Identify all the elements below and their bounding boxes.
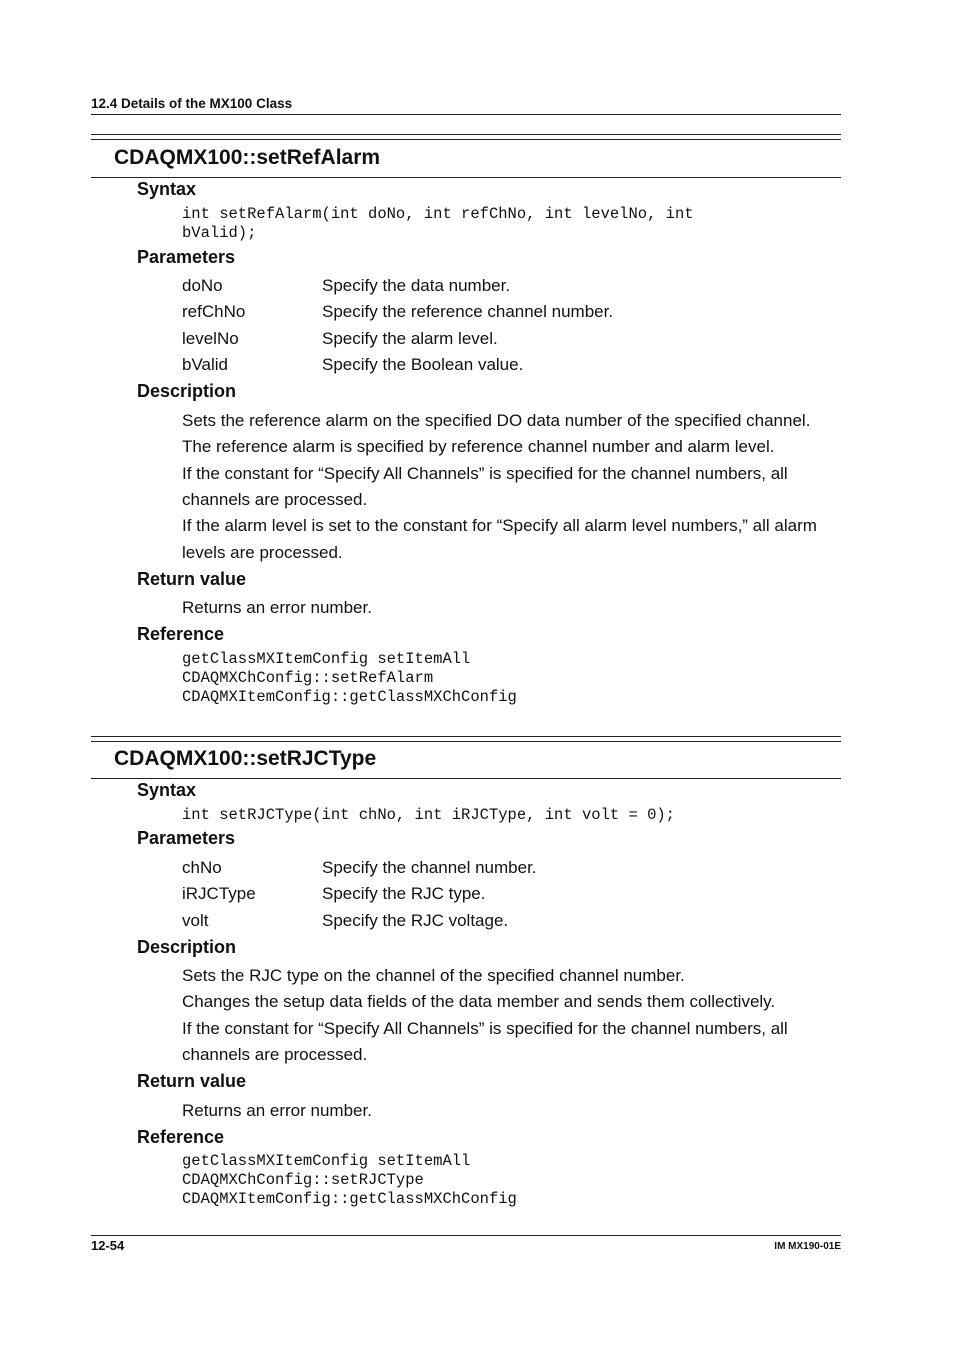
description-heading: Description	[137, 381, 237, 401]
description-line: The reference alarm is specified by reference channel number and alarm level.	[182, 437, 775, 456]
running-header: 12.4 Details of the MX100 Class	[91, 96, 293, 111]
header-rule	[91, 114, 841, 115]
section-rule-top	[91, 736, 841, 737]
section-rule-top-2	[91, 139, 841, 140]
description-line: If the constant for “Specify All Channels” is specified for the channel numbers, all	[182, 1019, 788, 1038]
return-text: Returns an error number.	[182, 598, 372, 617]
section-title: CDAQMX100::setRefAlarm	[114, 146, 381, 169]
doc-id: IM MX190-01E	[774, 1241, 841, 1252]
syntax-line: int setRJCType(int chNo, int iRJCType, int volt = 0);	[182, 806, 675, 824]
reference-heading: Reference	[137, 624, 225, 644]
section-rule-top-2	[91, 741, 841, 742]
param-desc: Specify the RJC type.	[322, 884, 486, 903]
param-desc: Specify the data number.	[322, 276, 511, 295]
parameters-heading: Parameters	[137, 247, 236, 267]
reference-line: CDAQMXItemConfig::getClassMXChConfig	[182, 688, 517, 706]
param-desc: Specify the RJC voltage.	[322, 911, 509, 930]
param-name: volt	[182, 911, 209, 930]
section-title: CDAQMX100::setRJCType	[114, 747, 377, 770]
return-heading: Return value	[137, 569, 247, 589]
reference-line: getClassMXItemConfig setItemAll	[182, 1152, 471, 1170]
parameters-heading: Parameters	[137, 828, 236, 848]
reference-heading: Reference	[137, 1127, 225, 1147]
return-text: Returns an error number.	[182, 1101, 372, 1120]
syntax-line: bValid);	[182, 224, 257, 242]
param-name: levelNo	[182, 329, 239, 348]
param-name: chNo	[182, 858, 222, 877]
param-desc: Specify the reference channel number.	[322, 302, 614, 321]
param-name: iRJCType	[182, 884, 256, 903]
param-desc: Specify the channel number.	[322, 858, 537, 877]
reference-line: CDAQMXChConfig::setRJCType	[182, 1171, 424, 1189]
description-heading: Description	[137, 937, 237, 957]
reference-line: CDAQMXItemConfig::getClassMXChConfig	[182, 1190, 517, 1208]
syntax-line: int setRefAlarm(int doNo, int refChNo, int levelNo, int	[182, 205, 694, 223]
footer-rule	[91, 1235, 841, 1236]
section-rule-bottom	[91, 778, 841, 779]
param-desc: Specify the alarm level.	[322, 329, 498, 348]
section-rule-bottom	[91, 177, 841, 178]
syntax-heading: Syntax	[137, 179, 197, 199]
param-desc: Specify the Boolean value.	[322, 355, 524, 374]
reference-line: getClassMXItemConfig setItemAll	[182, 650, 471, 668]
reference-line: CDAQMXChConfig::setRefAlarm	[182, 669, 434, 687]
description-line: Changes the setup data fields of the data member and sends them collectively.	[182, 992, 776, 1011]
description-line: Sets the reference alarm on the specified DO data number of the specified channel.	[182, 411, 811, 430]
param-name: bValid	[182, 355, 228, 374]
param-name: refChNo	[182, 302, 246, 321]
description-line: channels are processed.	[182, 490, 368, 509]
description-line: If the constant for “Specify All Channels” is specified for the channel numbers, all	[182, 464, 788, 483]
description-line: If the alarm level is set to the constant for “Specify all alarm level numbers,” all alarm	[182, 516, 817, 535]
description-line: channels are processed.	[182, 1045, 368, 1064]
param-name: doNo	[182, 276, 223, 295]
description-line: levels are processed.	[182, 543, 343, 562]
syntax-heading: Syntax	[137, 780, 197, 800]
return-heading: Return value	[137, 1071, 247, 1091]
section-rule-top	[91, 134, 841, 135]
description-line: Sets the RJC type on the channel of the specified channel number.	[182, 966, 685, 985]
page-number: 12-54	[91, 1238, 125, 1253]
